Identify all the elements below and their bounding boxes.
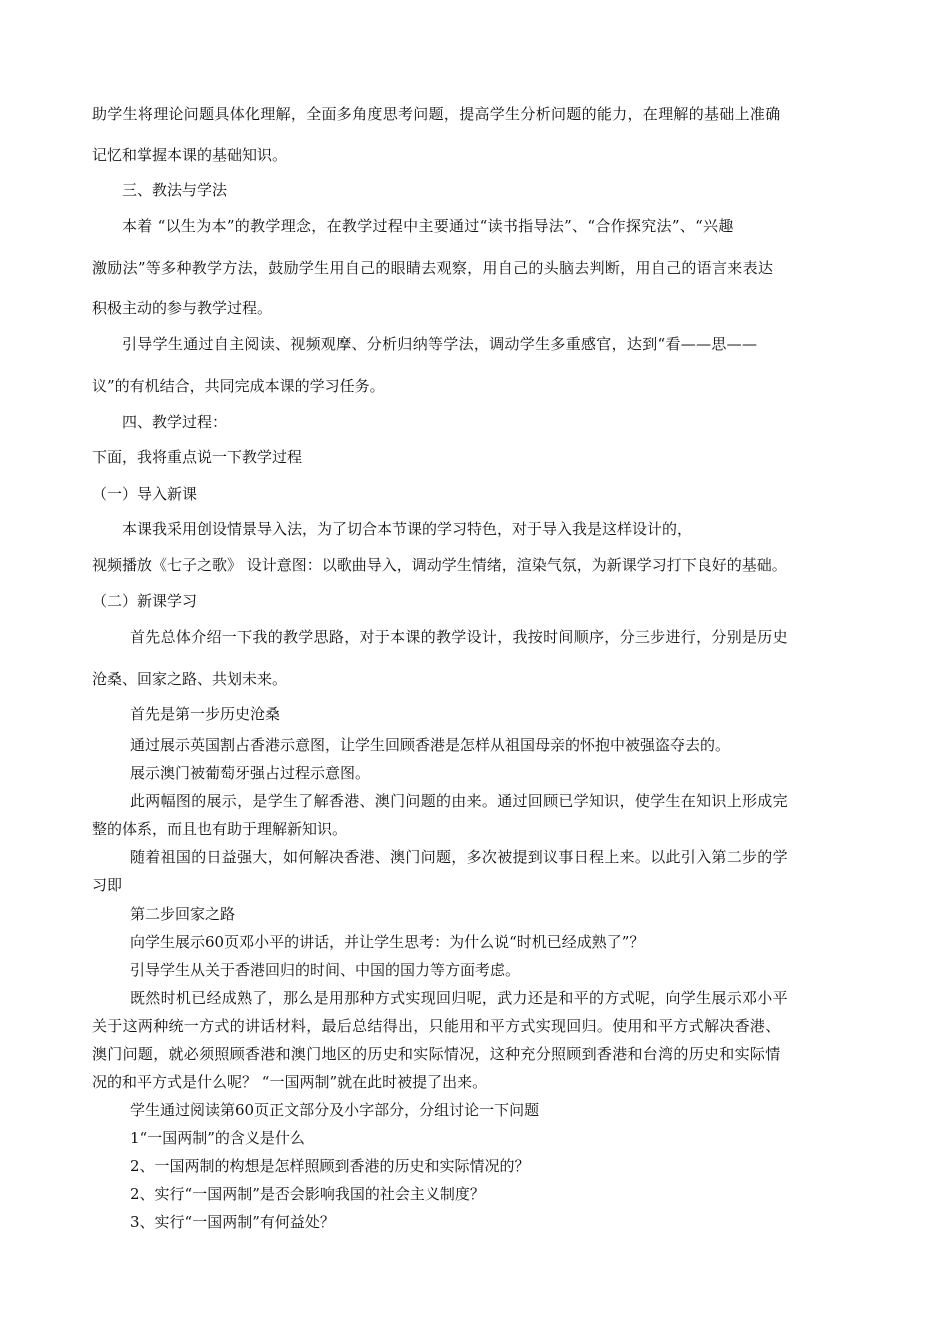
text-line: 整的体系，而且也有助于理解新知识。 [92,820,348,838]
text-line: 本着 “以生为本”的教学理念，在教学过程中主要通过“读书指导法”、“合作探究法”、“兴趣 [122,217,734,235]
text-line: 此两幅图的展示，是学生了解香港、澳门问题的由来。通过回顾已学知识，使学生在知识上形成完 [130,792,788,810]
text-line: 习即 [92,876,123,894]
text-line: 学生通过阅读第60页正文部分及小字部分，分组讨论一下问题 [130,1101,540,1119]
text-line: 议”的有机结合，共同完成本课的学习任务。 [92,377,385,395]
text-line: 澳门问题，就必须照顾香港和澳门地区的历史和实际情况，这种充分照顾到香港和台湾的历史和实际情 [92,1045,781,1063]
text-line: 第二步回家之路 [130,905,236,923]
text-line: 积极主动的参与教学过程。 [92,299,273,317]
text-line: 引导学生通过自主阅读、视频观摩、分析归纳等学法，调动学生多重感官，达到“看——思—— [122,335,758,353]
text-line: 通过展示英国割占香港示意图，让学生回顾香港是怎样从祖国母亲的怀抱中被强盗夺去的。 [130,736,731,754]
list-item: 1“一国两制”的含义是什么 [130,1129,305,1147]
section-heading: 三、教法与学法 [122,181,228,199]
text-line: 视频播放《七子之歌》 设计意图：以歌曲导入，调动学生情绪，渲染气氛，为新课学习打下良好的基础。 [92,556,787,574]
text-line: 助学生将理论问题具体化理解，全面多角度思考问题，提高学生分析问题的能力，在理解的基础上准确 [92,105,781,123]
text-line: 向学生展示60页邓小平的讲话，并让学生思考：为什么说“时机已经成熟了”？ [130,933,645,951]
text-line: 激励法”等多种教学方法，鼓励学生用自己的眼睛去观察，用自己的头脑去判断，用自己的语言来表达 [92,259,774,277]
list-item: 2、一国两制的构想是怎样照顾到香港的历史和实际情况的？ [130,1157,530,1175]
text-line: 况的和平方式是什么呢？ “一国两制”就在此时被提了出来。 [92,1073,488,1091]
section-heading: 四、教学过程： [122,413,228,431]
list-item: 3、实行“一国两制”有何益处？ [130,1213,335,1231]
text-line: 首先是第一步历史沧桑 [130,705,281,723]
text-line: 首先总体介绍一下我的教学思路，对于本课的教学设计，我按时间顺序，分三步进行，分别是历史 [130,628,788,646]
text-line: 随着祖国的日益强大，如何解决香港、澳门问题，多次被提到议事日程上来。以此引入第二步的学 [130,848,788,866]
list-item: 2、实行“一国两制”是否会影响我国的社会主义制度？ [130,1185,485,1203]
text-line: 展示澳门被葡萄牙强占过程示意图。 [130,764,371,782]
text-line: 沧桑、回家之路、共划未来。 [92,670,288,688]
text-line: 本课我采用创设情景导入法，为了切合本节课的学习特色，对于导入我是这样设计的， [122,520,693,538]
text-line: 引导学生从关于香港回归的时间、中国的国力等方面考虑。 [130,961,521,979]
text-line: 记忆和掌握本课的基础知识。 [92,146,288,164]
subsection-heading: （一）导入新课 [92,485,198,503]
text-line: 既然时机已经成熟了，那么是用那种方式实现回归呢，武力还是和平的方式呢，向学生展示邓小平 [130,989,788,1007]
subsection-heading: （二）新课学习 [92,592,198,610]
text-line: 下面，我将重点说一下教学过程 [92,448,303,466]
text-line: 关于这两种统一方式的讲话材料，最后总结得出，只能用和平方式实现回归。使用和平方式解决香港、 [92,1017,781,1035]
